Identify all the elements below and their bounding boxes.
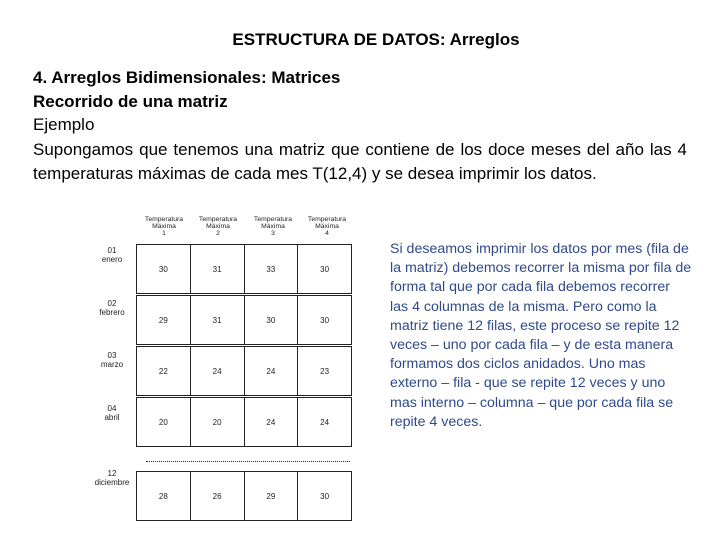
column-header-2: Temperatura Máxima 2 <box>198 216 238 238</box>
table-row <box>136 295 352 345</box>
ellipsis-divider <box>146 461 350 462</box>
table-cell: 29 <box>244 472 298 520</box>
table-cell: 31 <box>190 296 244 344</box>
column-header-3: Temperatura Máxima 3 <box>253 216 293 238</box>
table-cell: 24 <box>190 347 244 395</box>
column-header-1: Temperatura Máxima 1 <box>144 216 184 238</box>
table-cell: 26 <box>190 472 244 520</box>
row-label-diciembre: 12 diciembre <box>94 469 130 487</box>
section-heading: 4. Arreglos Bidimensionales: Matrices <box>33 68 341 87</box>
example-label: Ejemplo <box>33 115 95 134</box>
table-cell: 24 <box>244 398 298 446</box>
table-row <box>136 471 352 521</box>
row-label-febrero: 02 febrero <box>99 299 125 317</box>
table-cell: 30 <box>297 296 351 344</box>
column-header-4: Temperatura Máxima 4 <box>307 216 347 238</box>
table-cell: 30 <box>297 245 351 293</box>
table-cell: 33 <box>244 245 298 293</box>
table-cell: 20 <box>158 417 168 427</box>
table-row <box>136 397 352 447</box>
subheading: Recorrido de una matriz <box>33 92 228 111</box>
table-cell: 23 <box>297 347 351 395</box>
temperature-matrix <box>136 244 352 521</box>
page-title: ESTRUCTURA DE DATOS: Arreglos <box>232 30 520 49</box>
table-cell: 22 <box>158 366 168 376</box>
explanation-note: Si deseamos imprimir los datos por mes (fila de la matriz) debemos recorrer la misma por fila de forma tal que por cada fila debemos recorrer las 4 columnas de la misma. Pero como la matriz tiene 12 filas, este proceso se repite 12 veces – uno por cada fila – y de esta manera formamos dos ciclos anidados. Uno mas externo – fila - que se repite 12 veces y uno mas interno – columna – que por cada fila se repite 4 veces. <box>390 241 692 430</box>
problem-paragraph: Supongamos que tenemos una matriz que contiene de los doce meses del año las 4 temperaturas máximas de cada mes T(12,4) y se desea imprimir los datos. <box>33 140 687 183</box>
table-cell: 30 <box>297 472 351 520</box>
table-cell: 28 <box>158 491 168 501</box>
table-cell: 30 <box>158 264 168 274</box>
row-label-enero: 01 enero <box>101 246 123 264</box>
table-row <box>136 346 352 396</box>
table-cell: 20 <box>190 398 244 446</box>
row-label-abril: 04 abril <box>104 404 120 422</box>
row-label-marzo: 03 marzo <box>100 351 124 369</box>
table-cell: 24 <box>297 398 351 446</box>
table-cell: 31 <box>190 245 244 293</box>
table-cell: 29 <box>158 315 168 325</box>
table-cell: 30 <box>244 296 298 344</box>
table-row <box>136 244 352 294</box>
table-cell: 24 <box>244 347 298 395</box>
